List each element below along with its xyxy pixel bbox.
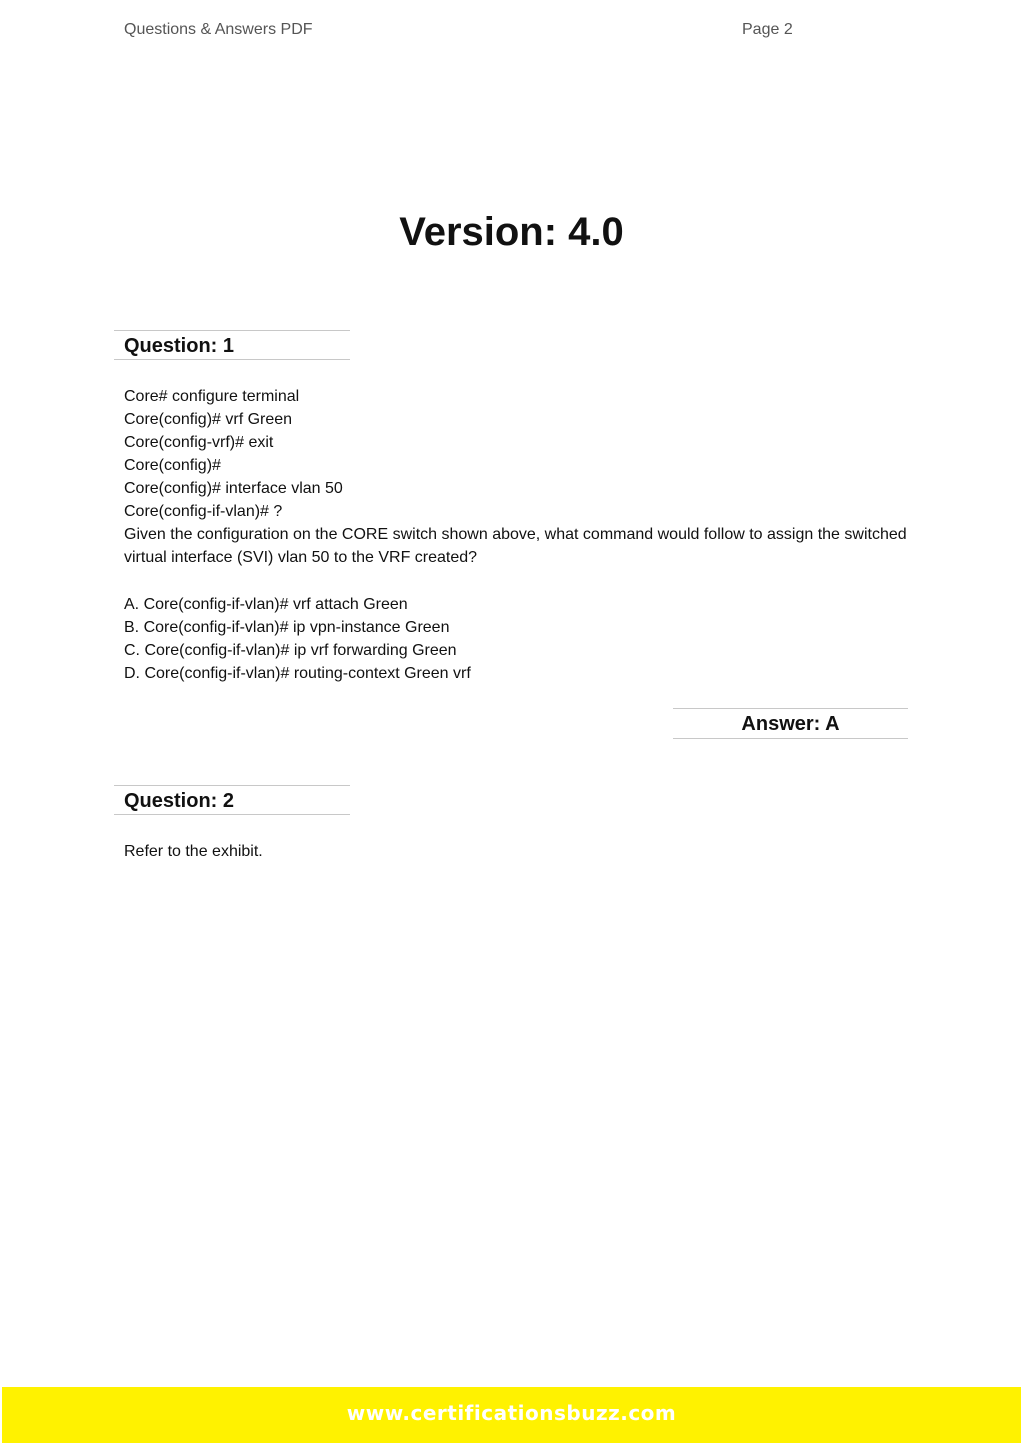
- question-2-text: Refer to the exhibit.: [124, 843, 263, 860]
- config-line: Core# configure terminal: [124, 388, 300, 405]
- option-c: C. Core(config-if-vlan)# ip vrf forwarding Green: [124, 642, 457, 659]
- config-line: Core(config)# vrf Green: [124, 411, 293, 428]
- footer-website-link[interactable]: www.certificationsbuzz.com: [346, 1401, 677, 1425]
- config-line: Core(config-vrf)# exit: [124, 434, 274, 451]
- question-1-answer-label: Answer: A: [741, 713, 840, 735]
- question-1-options: [124, 593, 914, 685]
- version-title: Version: 4.0: [399, 210, 624, 254]
- config-line: Core(config-if-vlan)# ?: [124, 503, 283, 520]
- question-2-heading: [114, 785, 350, 815]
- option-b: B. Core(config-if-vlan)# ip vpn-instance Green: [124, 619, 450, 636]
- question-1-answer: [673, 708, 908, 739]
- question-2-heading-label: Question: 2: [124, 790, 235, 812]
- header-page-number: Page 2: [742, 21, 793, 38]
- option-a: A. Core(config-if-vlan)# vrf attach Green: [124, 596, 408, 613]
- question-2-body: [124, 840, 914, 863]
- question-1-prompt: Given the configuration on the CORE switch shown above, what command would follow to assign the switched virtual interface (SVI) vlan 50 to the VRF created?: [124, 526, 907, 566]
- question-1-heading: [114, 330, 350, 360]
- question-1-body: [124, 385, 914, 569]
- footer-banner: [2, 1387, 1021, 1443]
- config-line: Core(config)# interface vlan 50: [124, 480, 343, 497]
- config-line: Core(config)#: [124, 457, 221, 474]
- option-d: D. Core(config-if-vlan)# routing-context Green vrf: [124, 665, 471, 682]
- question-1-heading-label: Question: 1: [124, 335, 235, 357]
- header-document-title: Questions & Answers PDF: [124, 21, 313, 38]
